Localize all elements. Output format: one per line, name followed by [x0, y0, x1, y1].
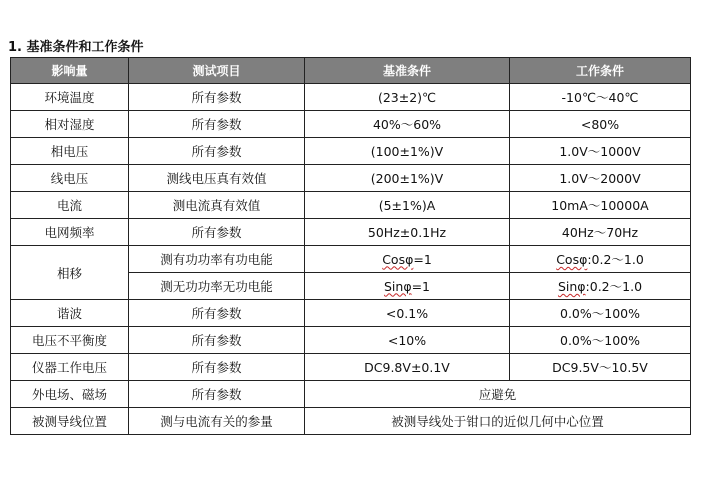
spellcheck-word: Cosφ — [556, 252, 588, 267]
table-row — [11, 381, 691, 408]
conditions-table — [10, 57, 691, 435]
factor-cell: 外电场、磁场 — [11, 381, 129, 408]
working-cell: 1.0V～2000V — [510, 165, 691, 192]
working-cell: 0.0%～100% — [510, 327, 691, 354]
working-cell: DC9.5V～10.5V — [510, 354, 691, 381]
reference-value: =1 — [411, 278, 430, 294]
factor-cell: 电流 — [11, 192, 129, 219]
working-value: :0.2～1.0 — [585, 279, 643, 294]
factor-cell: 仪器工作电压 — [11, 354, 129, 381]
working-cell — [510, 273, 691, 300]
item-cell: 所有参数 — [129, 300, 305, 327]
factor-cell: 相对湿度 — [11, 111, 129, 138]
spellcheck-word: Sinφ — [557, 279, 586, 294]
item-cell: 测有功功率有功电能 — [129, 246, 305, 273]
reference-cell: DC9.8V±0.1V — [305, 354, 510, 381]
working-cell: -10℃～40℃ — [510, 84, 691, 111]
item-cell: 测线电压真有效值 — [129, 165, 305, 192]
working-cell: 40Hz～70Hz — [510, 219, 691, 246]
factor-cell: 相电压 — [11, 138, 129, 165]
factor-cell: 相移 — [11, 246, 129, 300]
table-row — [11, 219, 691, 246]
factor-cell: 环境温度 — [11, 84, 129, 111]
item-cell: 所有参数 — [129, 327, 305, 354]
table-row — [11, 408, 691, 435]
reference-cell: <0.1% — [305, 300, 510, 327]
working-cell: 0.0%～100% — [510, 300, 691, 327]
item-cell: 所有参数 — [129, 354, 305, 381]
table-row — [11, 111, 691, 138]
merged-condition-cell: 被测导线处于钳口的近似几何中心位置 — [305, 408, 691, 435]
reference-cell — [305, 273, 510, 300]
item-cell: 测电流真有效值 — [129, 192, 305, 219]
table-row — [11, 354, 691, 381]
factor-cell: 谐波 — [11, 300, 129, 327]
item-cell: 测无功功率无功电能 — [129, 273, 305, 300]
reference-value: =1 — [413, 251, 432, 267]
table-row — [11, 327, 691, 354]
header-working-condition: 工作条件 — [510, 58, 691, 84]
factor-cell: 电压不平衡度 — [11, 327, 129, 354]
table-row — [11, 84, 691, 111]
reference-cell: (5±1%)A — [305, 192, 510, 219]
factor-cell: 电网频率 — [11, 219, 129, 246]
item-cell: 所有参数 — [129, 381, 305, 408]
working-cell: 1.0V～1000V — [510, 138, 691, 165]
working-cell: 10mA～10000A — [510, 192, 691, 219]
working-value: :0.2～1.0 — [587, 252, 644, 267]
header-test-item: 测试项目 — [129, 58, 305, 84]
reference-cell: <10% — [305, 327, 510, 354]
table-row — [11, 192, 691, 219]
item-cell: 所有参数 — [129, 84, 305, 111]
reference-cell: (23±2)℃ — [305, 84, 510, 111]
section-title: 1. 基准条件和工作条件 — [8, 40, 144, 55]
factor-cell: 线电压 — [11, 165, 129, 192]
reference-cell: 40%～60% — [305, 111, 510, 138]
reference-cell: (200±1%)V — [305, 165, 510, 192]
reference-cell: 50Hz±0.1Hz — [305, 219, 510, 246]
reference-cell: (100±1%)V — [305, 138, 510, 165]
spellcheck-word: Cosφ — [382, 251, 414, 267]
working-cell: <80% — [510, 111, 691, 138]
factor-cell: 被测导线位置 — [11, 408, 129, 435]
reference-cell — [305, 246, 510, 273]
merged-condition-cell: 应避免 — [305, 381, 691, 408]
table-row — [11, 300, 691, 327]
item-cell: 所有参数 — [129, 219, 305, 246]
table-row — [11, 138, 691, 165]
table-header-row — [11, 58, 691, 84]
working-cell — [510, 246, 691, 273]
item-cell: 所有参数 — [129, 138, 305, 165]
spellcheck-word: Sinφ — [383, 278, 412, 294]
header-factor: 影响量 — [11, 58, 129, 84]
table-row — [11, 165, 691, 192]
item-cell: 测与电流有关的参量 — [129, 408, 305, 435]
item-cell: 所有参数 — [129, 111, 305, 138]
header-reference-condition: 基准条件 — [305, 58, 510, 84]
table-row — [11, 246, 691, 273]
